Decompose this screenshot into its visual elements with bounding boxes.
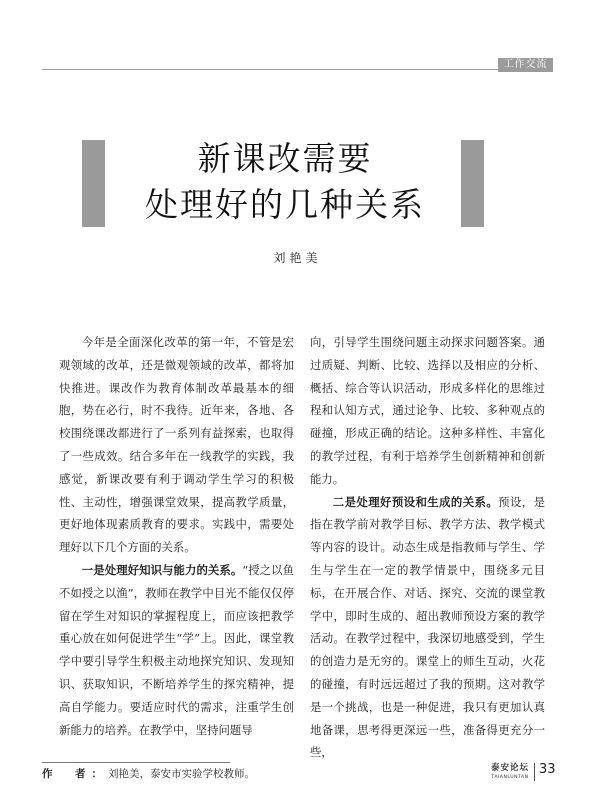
journal-logo [488,763,532,781]
body-column-right [310,331,545,764]
article-author: 刘艳美 [273,251,322,265]
paragraph [310,491,545,765]
paragraph-lead: 二是处理好预设和生成的关系。 [332,494,499,509]
paragraph-text: “授之以鱼不如授之以渔”，教师在教学中目光不能仅仅停留在学生对知识的掌握程度上，而应该把教学重心放在如何促进学生“学”上。因此，课堂教学中要引导学生积极主动地探究知识、发现知识、获取知识，不断培养学生的探究精神，提高自学能力。要适应时代的需求，注重学生创新能力的培养。在教学中，坚持问题导 [59,562,294,737]
paragraph-text: 预设，是指在教学前对教学目标、教学方法、教学模式等内容的设计。动态生成是指教师与学生、学生与学生在一定的教学情景中，围绕多元目标，在开展合作、对话、探究、交流的课堂教学中，即时生成的、超出教师预设方案的教学活动。在教学过程中，我深切地感受到，学生的创造力是无穷的。课堂上的师生互动，火花的碰撞，有时远远超过了我的预期。这对教学是一个挑战，也是一种促进，我只有更加认真地备课，思考得更深远一些，准备得更充分一些， [310,494,545,760]
page-number-divider [534,763,535,781]
title-decoration-bar-left [82,140,105,227]
author-note-text: 刘艳美，泰安市实验学校教师。 [108,768,255,780]
footnote-rule [42,762,230,763]
journal-name: 泰安论坛 [490,763,529,773]
author-note [42,766,255,781]
author-note-label: 作 者： [42,768,108,780]
title-decoration-bar-right [461,140,484,227]
page-number: 33 [539,762,556,777]
paragraph [310,331,545,491]
paragraph-text: 今年是全面深化改革的第一年，不管是宏观领域的改革，还是微观领域的改革，都将加快推进。课改作为教育体制改革最基本的细胞，势在必行，时不我待。近年来，各地、各校围绕课改都进行了一系列有益探索，也取得了一些成效。结合多年在一线教学的实践，我感觉，新课改要有利于调动学生学习的积极性、主动性，增强课堂效果，提高教学质量，更好地体现素质教育的要求。实践中，需要处理好以下几个方面的关系。 [59,335,294,555]
journal-pinyin: TAIANLUNTAN [491,775,529,780]
paragraph-lead: 一是处理好知识与能力的关系。 [81,562,243,577]
article-title [120,136,450,228]
body-column-left [59,331,294,741]
title-line-2: 处理好的几种关系 [145,185,425,224]
paragraph-text: 向，引导学生围绕问题主动探求问题答案。通过质疑、判断、比较、选择以及相应的分析、概括、综合等认识活动，形成多样化的思维过程和认知方式，通过论争、比较、多种观点的碰撞，形成正确的结论。这种多样性、丰富化的教学过程，有利于培养学生创新精神和创新能力。 [310,335,545,486]
paragraph [59,559,294,741]
section-tag: 工作交流 [498,58,553,72]
paragraph [59,331,294,559]
title-line-1: 新课改需要 [197,139,373,178]
header-rule [42,69,553,70]
